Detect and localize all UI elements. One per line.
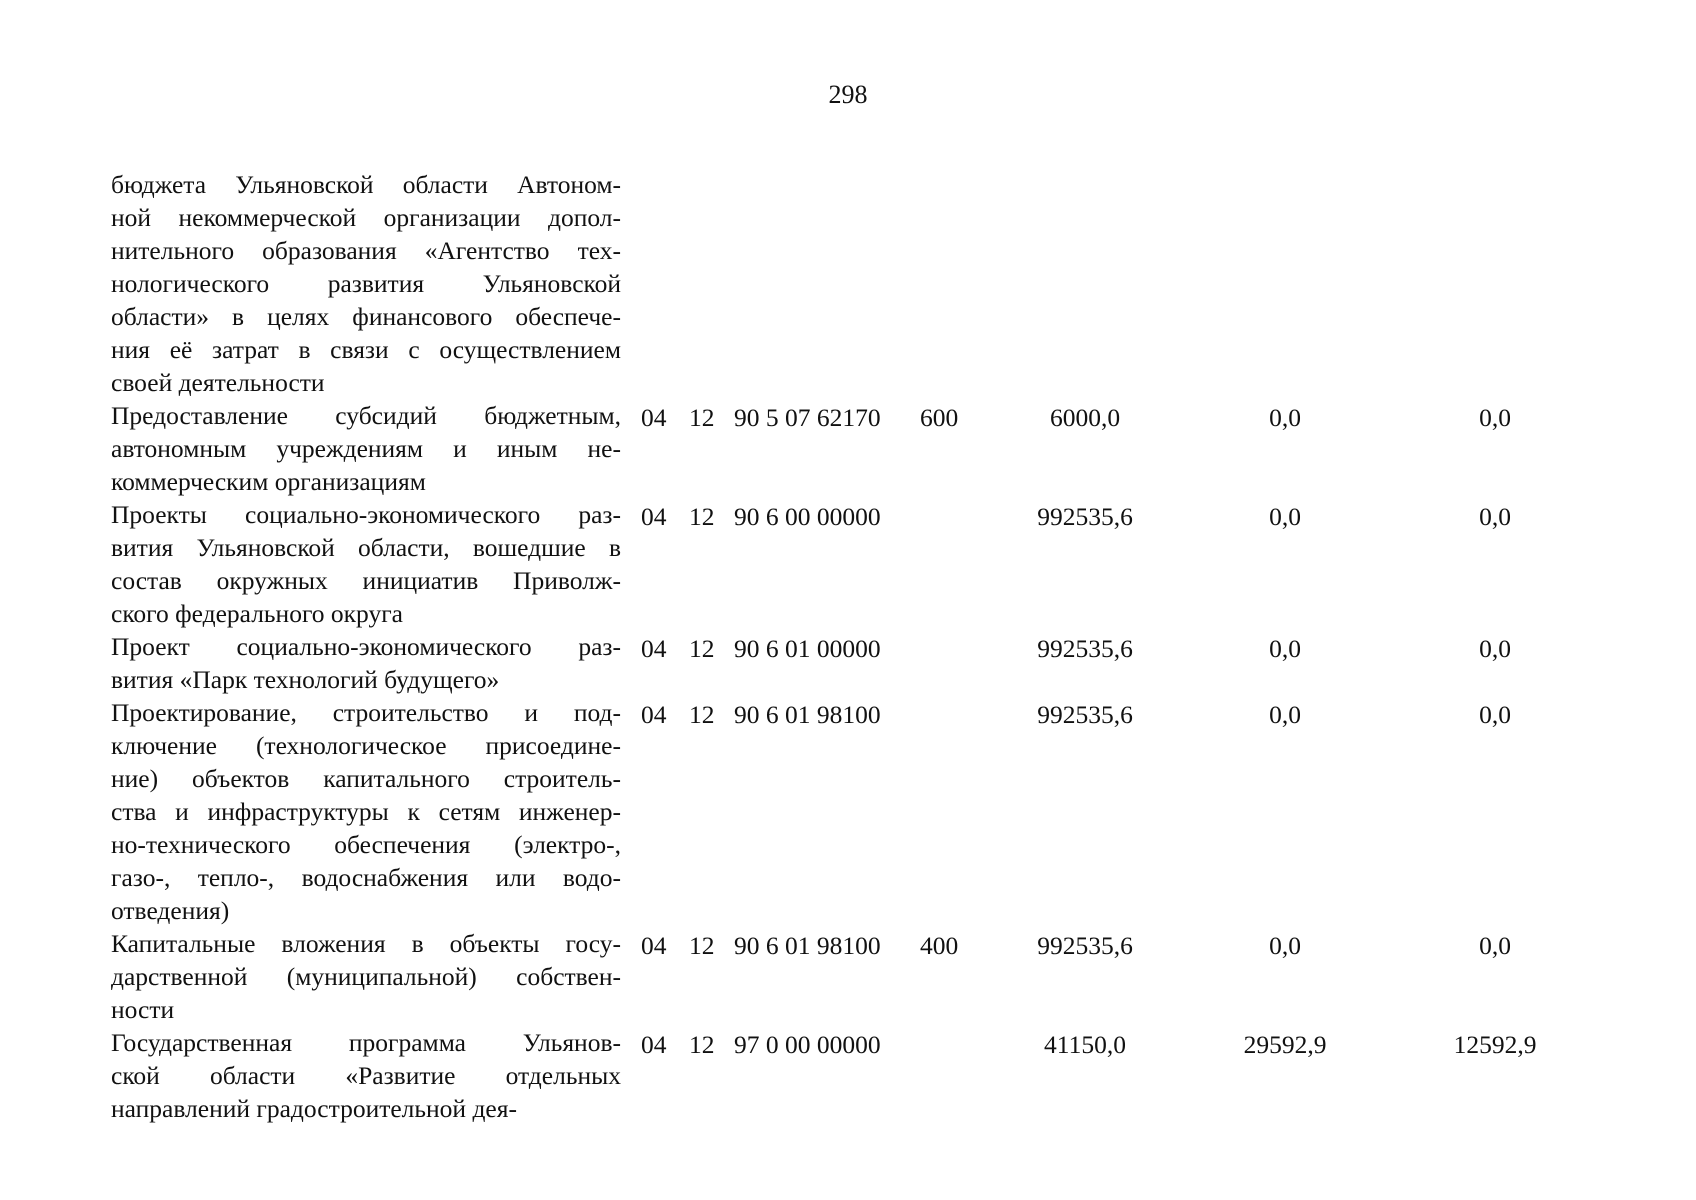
amount-year-2: 0,0 <box>1269 700 1301 729</box>
description-line: отведения) <box>111 896 230 925</box>
description-line: коммерческим организациям <box>111 467 426 496</box>
amount-year-3: 0,0 <box>1479 700 1511 729</box>
subsection-code: 12 <box>689 502 715 531</box>
row-description <box>111 696 621 927</box>
row-description <box>111 927 621 1026</box>
section-code: 04 <box>641 403 667 432</box>
expense-type-code: 400 <box>920 931 959 960</box>
amount-year-1: 6000,0 <box>1049 403 1121 432</box>
section-code: 04 <box>641 634 667 663</box>
description-line: ности <box>111 995 175 1024</box>
description-line: дарственной (муниципальной) собствен- <box>111 962 621 991</box>
description-line: своей деятельности <box>111 368 325 397</box>
amount-year-2: 0,0 <box>1269 634 1301 663</box>
description-line: состав окружных инициатив Приволж- <box>111 566 621 595</box>
description-line: области» в целях финансового обеспече- <box>111 302 621 331</box>
target-article-code: 90 6 00 00000 <box>734 502 881 531</box>
description-line: ния её затрат в связи с осуществлением <box>111 335 621 364</box>
section-code: 04 <box>641 1030 667 1059</box>
row-description <box>111 168 621 399</box>
amount-year-2: 29592,9 <box>1243 1030 1327 1059</box>
subsection-code: 12 <box>689 700 715 729</box>
section-code: 04 <box>641 502 667 531</box>
description-line: Проекты социально-экономического раз- <box>111 500 621 529</box>
target-article-code: 90 6 01 98100 <box>734 931 881 960</box>
row-description <box>111 498 621 630</box>
amount-year-3: 0,0 <box>1479 634 1511 663</box>
description-line: Проект социально-экономического раз- <box>111 632 621 661</box>
amount-year-1: 992535,6 <box>1037 931 1133 960</box>
amount-year-3: 0,0 <box>1479 931 1511 960</box>
description-line: ства и инфраструктуры к сетям инженер- <box>111 797 621 826</box>
amount-year-1: 992535,6 <box>1037 502 1133 531</box>
description-line: нительного образования «Агентство тех- <box>111 236 621 265</box>
subsection-code: 12 <box>689 403 715 432</box>
amount-year-3: 0,0 <box>1479 502 1511 531</box>
row-description <box>111 630 621 696</box>
description-line: ние) объектов капитального строитель- <box>111 764 621 793</box>
subsection-code: 12 <box>689 931 715 960</box>
description-line: ключение (технологическое присоедине- <box>111 731 621 760</box>
amount-year-2: 0,0 <box>1269 931 1301 960</box>
amount-year-1: 992535,6 <box>1037 634 1133 663</box>
amount-year-3: 12592,9 <box>1453 1030 1537 1059</box>
description-line: бюджета Ульяновской области Автоном- <box>111 170 621 199</box>
description-line: ского федерального округа <box>111 599 403 628</box>
row-description <box>111 1026 621 1125</box>
target-article-code: 90 6 01 98100 <box>734 700 881 729</box>
description-line: вития «Парк технологий будущего» <box>111 665 500 694</box>
section-code: 04 <box>641 700 667 729</box>
target-article-code: 97 0 00 00000 <box>734 1030 881 1059</box>
expense-type-code: 600 <box>920 403 959 432</box>
amount-year-3: 0,0 <box>1479 403 1511 432</box>
subsection-code: 12 <box>689 634 715 663</box>
amount-year-2: 0,0 <box>1269 502 1301 531</box>
description-line: вития Ульяновской области, вошедшие в <box>111 533 621 562</box>
amount-year-1: 992535,6 <box>1037 700 1133 729</box>
description-line: направлений градостроительной дея- <box>111 1094 517 1123</box>
description-line: Капитальные вложения в объекты госу- <box>111 929 621 958</box>
description-line: нологического развития Ульяновской <box>111 269 621 298</box>
amount-year-2: 0,0 <box>1269 403 1301 432</box>
description-line: газо-, тепло-, водоснабжения или водо- <box>111 863 621 892</box>
target-article-code: 90 6 01 00000 <box>734 634 881 663</box>
target-article-code: 90 5 07 62170 <box>734 403 881 432</box>
description-line: но-технического обеспечения (электро-, <box>111 830 621 859</box>
description-line: ной некоммерческой организации допол- <box>111 203 621 232</box>
description-line: Предоставление субсидий бюджетным, <box>111 401 621 430</box>
subsection-code: 12 <box>689 1030 715 1059</box>
description-line: ской области «Развитие отдельных <box>111 1061 621 1090</box>
description-line: Проектирование, строительство и под- <box>111 698 621 727</box>
amount-year-1: 41150,0 <box>1044 1030 1126 1059</box>
description-line: автономным учреждениям и иным не- <box>111 434 621 463</box>
page-number: 298 <box>828 80 868 109</box>
section-code: 04 <box>641 931 667 960</box>
row-description <box>111 399 621 498</box>
description-line: Государственная программа Ульянов- <box>111 1028 621 1057</box>
